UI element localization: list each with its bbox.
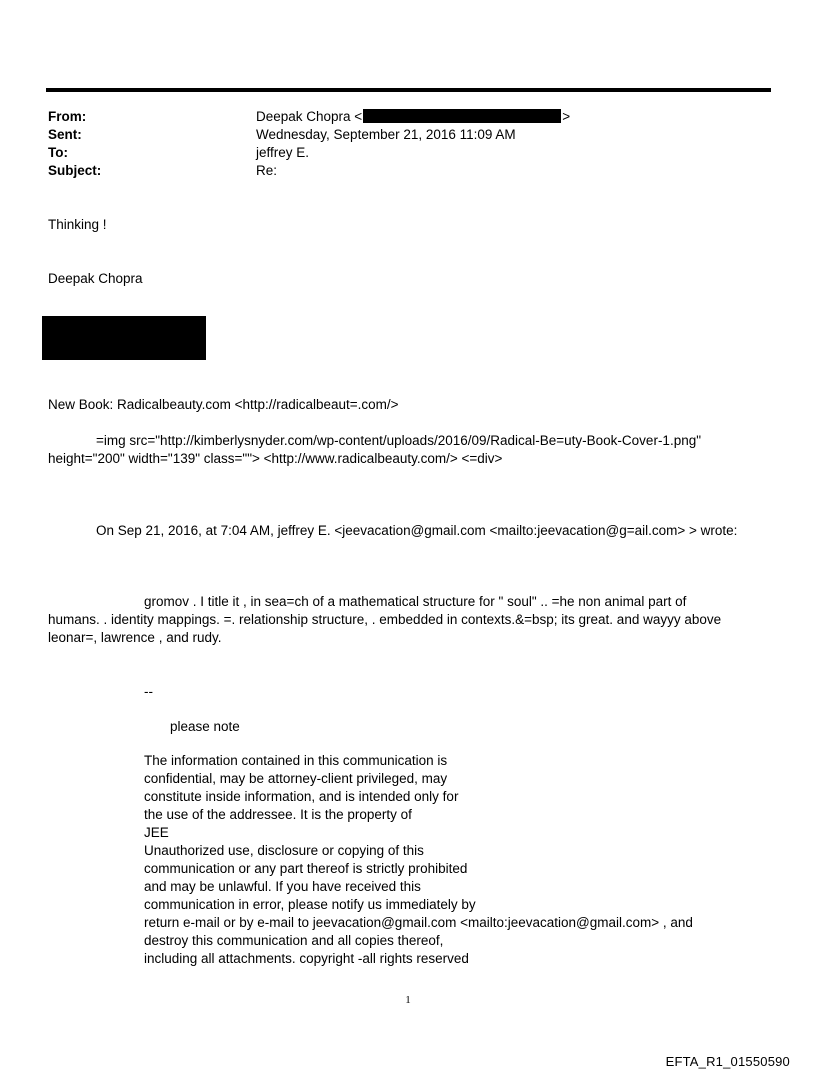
disclaimer-line: constitute inside information, and is intended only for bbox=[144, 789, 459, 804]
redaction-email bbox=[363, 109, 561, 123]
page-number: 1 bbox=[405, 994, 411, 1006]
disclaimer-line: destroy this communication and all copies thereof, bbox=[144, 933, 444, 948]
disclaimer-line: communication or any part thereof is strictly prohibited bbox=[144, 861, 468, 876]
disclaimer-line: communication in error, please notify us immediately by bbox=[144, 897, 476, 912]
subject-value: Re: bbox=[256, 163, 278, 178]
please-note: please note bbox=[170, 719, 240, 734]
new-book-line: New Book: Radicalbeauty.com <http://radicalbeaut=.com/> bbox=[48, 397, 399, 412]
disclaimer-line: return e-mail or by e-mail to jeevacation@gmail.com <mailto:jeevacation@gmail.com> , and bbox=[144, 915, 693, 930]
document-id: EFTA_R1_01550590 bbox=[665, 1054, 790, 1069]
redaction-block bbox=[42, 316, 206, 360]
from-value bbox=[256, 108, 570, 126]
disclaimer-line: and may be unlawful. If you have received this bbox=[144, 879, 421, 894]
signature-name: Deepak Chopra bbox=[48, 271, 143, 286]
sent-label: Sent: bbox=[48, 127, 82, 142]
disclaimer-line: the use of the addressee. It is the property of bbox=[144, 807, 412, 822]
quote-line-3: leonar=, lawrence , and rudy. bbox=[48, 630, 222, 645]
to-value: jeffrey E. bbox=[256, 145, 310, 160]
from-label: From: bbox=[48, 109, 87, 124]
disclaimer-line: The information contained in this communication is bbox=[144, 753, 448, 768]
signature-dashes: -- bbox=[144, 684, 153, 699]
disclaimer-block bbox=[144, 752, 693, 968]
body-line-thinking: Thinking ! bbox=[48, 217, 107, 232]
img-attr-line: height="200" width="139" class=""> <http://www.radicalbeauty.com/> <=div> bbox=[48, 451, 503, 466]
disclaimer-line: including all attachments. copyright -all rights reserved bbox=[144, 951, 469, 966]
disclaimer-line: confidential, may be attorney-client privileged, may bbox=[144, 771, 448, 786]
header-rule bbox=[46, 88, 771, 92]
disclaimer-line: Unauthorized use, disclosure or copying of this bbox=[144, 843, 424, 858]
quote-line-1: gromov . I title it , in sea=ch of a mathematical structure for " soul" .. =he non animal part of bbox=[144, 594, 687, 609]
from-close: > bbox=[562, 109, 571, 124]
img-source-line: =img src="http://kimberlysnyder.com/wp-content/uploads/2016/09/Radical-Be=uty-Book-Cover-1.png" bbox=[96, 433, 702, 448]
quote-header-line: On Sep 21, 2016, at 7:04 AM, jeffrey E. <jeevacation@gmail.com <mailto:jeevacation@g=ail.com> > wrote: bbox=[96, 523, 738, 538]
disclaimer-line: JEE bbox=[144, 825, 169, 840]
from-name: Deepak Chopra < bbox=[256, 109, 363, 124]
quote-line-2: humans. . identity mappings. =. relationship structure, . embedded in contexts.&=bsp; its great. and wayyy above bbox=[48, 612, 722, 627]
sent-value: Wednesday, September 21, 2016 11:09 AM bbox=[256, 127, 516, 142]
subject-label: Subject: bbox=[48, 163, 102, 178]
to-label: To: bbox=[48, 145, 68, 160]
